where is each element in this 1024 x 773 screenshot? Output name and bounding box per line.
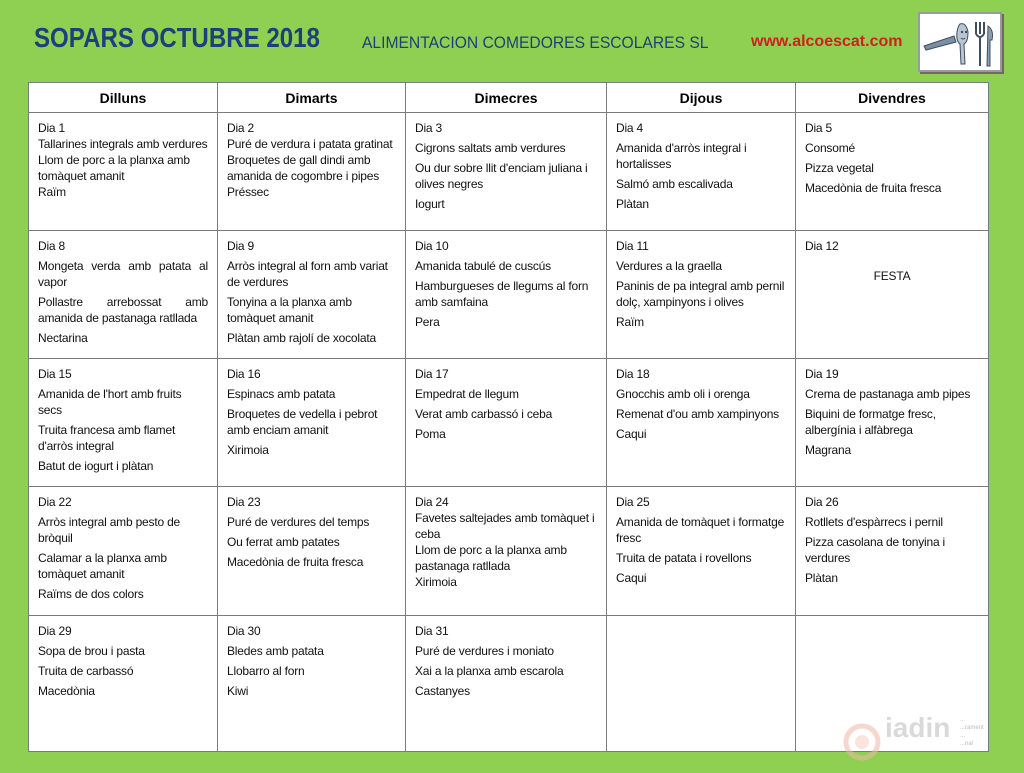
dish-item: Nectarina xyxy=(38,331,88,345)
dish-item: Consomé xyxy=(805,141,855,155)
day-menu-cell xyxy=(218,616,406,752)
dish-item: Amanida de l'hort amb fruits secs xyxy=(38,387,182,417)
day-menu-cell xyxy=(29,487,218,616)
dish-item: Raïm xyxy=(38,185,66,199)
day-label: Dia 11 xyxy=(616,239,649,253)
page-header xyxy=(0,0,1024,80)
dish-item: Llom de porc a la planxa amb pastanaga ratllada xyxy=(415,543,567,573)
dish-item: Gnocchis amb oli i orenga xyxy=(616,387,750,401)
dish-item: Bledes amb patata xyxy=(227,644,324,658)
dish-item: Plàtan xyxy=(805,571,838,585)
dish-item: Paninis de pa integral amb pernil dolç, xampinyons i olives xyxy=(616,279,785,309)
holiday-label: FESTA xyxy=(873,269,911,283)
dish-item: Calamar a la planxa amb tomàquet amanit xyxy=(38,551,167,581)
dish-item: Espinacs amb patata xyxy=(227,387,336,401)
dish-item: Pizza casolana de tonyina i verdures xyxy=(805,535,946,565)
weekday-header: Dimarts xyxy=(218,83,406,113)
dish-item: Puré de verdures i moniato xyxy=(415,644,554,658)
dish-item: Préssec xyxy=(227,185,269,199)
dish-item: Amanida d'arròs integral i hortalisses xyxy=(616,141,747,171)
watermark-brand: iadin xyxy=(885,712,951,743)
website-link[interactable]: www.alcoescat.com xyxy=(751,33,903,50)
dish-item: Xai a la planxa amb escarola xyxy=(415,664,564,678)
watermark-text-line: ...rament xyxy=(960,725,984,731)
dish-item: Truita francesa amb flamet d'arròs integral xyxy=(38,423,176,453)
dish-item: Salmó amb escalivada xyxy=(616,177,733,191)
day-menu-cell xyxy=(218,231,406,359)
day-label: Dia 9 xyxy=(227,239,255,253)
day-label: Dia 16 xyxy=(227,367,261,381)
weekday-header: Divendres xyxy=(796,83,989,113)
dish-item: Tallarines integrals amb verdures xyxy=(38,137,208,151)
dish-item: Batut de iogurt i plàtan xyxy=(38,459,154,473)
day-menu-cell xyxy=(607,487,796,616)
dish-item: Plàtan amb rajolí de xocolata xyxy=(227,331,376,345)
week-row xyxy=(29,113,989,231)
day-menu-cell xyxy=(607,231,796,359)
dish-item: Remenat d'ou amb xampinyons xyxy=(616,407,779,421)
dish-item: Macedònia de fruita fresca xyxy=(805,181,942,195)
dish-item: Puré de verdures del temps xyxy=(227,515,370,529)
dish-item: Llobarro al forn xyxy=(227,664,305,678)
dish-item: Broquetes de vedella i pebrot amb enciam amanit xyxy=(227,407,378,437)
day-label: Dia 26 xyxy=(805,495,839,509)
dish-item: Arròs integral al forn amb variat de verdures xyxy=(227,259,388,289)
day-label: Dia 2 xyxy=(227,121,255,135)
day-label: Dia 17 xyxy=(415,367,449,381)
dish-item: Raïm xyxy=(616,315,644,329)
day-menu-cell xyxy=(29,113,218,231)
day-label: Dia 30 xyxy=(227,624,261,638)
dish-item: Truita de patata i rovellons xyxy=(616,551,752,565)
dish-item: Ou dur sobre llit d'enciam juliana i olives negres xyxy=(415,161,588,191)
dish-item: Plàtan xyxy=(616,197,649,211)
dish-item: Broquetes de gall dindi amb amanida de cogombre i pipes xyxy=(227,153,380,183)
dish-item: Macedònia de fruita fresca xyxy=(227,555,364,569)
dish-item: Hamburgueses de llegums al forn amb samfaina xyxy=(415,279,589,309)
dish-item: Iogurt xyxy=(415,197,445,211)
dish-item: Tonyina a la planxa amb tomàquet amanit xyxy=(227,295,352,325)
dish-item: Caqui xyxy=(616,427,647,441)
dinner-menu-table xyxy=(28,82,989,752)
dish-item: Pollastre arrebossat amb amanida de pastanaga ratllada xyxy=(38,295,208,325)
day-menu-cell xyxy=(406,616,607,752)
day-menu-cell xyxy=(29,359,218,487)
company-name: ALIMENTACION COMEDORES ESCOLARES SL xyxy=(362,33,709,52)
day-menu-cell xyxy=(218,487,406,616)
dish-item: Raïms de dos colors xyxy=(38,587,144,601)
day-menu-cell xyxy=(796,231,989,359)
dish-item: Rotllets d'espàrrecs i pernil xyxy=(805,515,943,529)
dish-item: Castanyes xyxy=(415,684,470,698)
cutlery-logo-icon xyxy=(918,12,1002,72)
day-menu-cell xyxy=(607,616,796,752)
day-menu-cell xyxy=(29,616,218,752)
dish-item: Verat amb carbassó i ceba xyxy=(415,407,553,421)
day-menu-cell xyxy=(406,359,607,487)
dish-item: Verdures a la graella xyxy=(616,259,722,273)
dish-item: Llom de porc a la planxa amb tomàquet amanit xyxy=(38,153,190,183)
dish-item: Amanida de tomàquet i formatge fresc xyxy=(616,515,785,545)
dish-item: Pizza vegetal xyxy=(805,161,874,175)
day-label: Dia 22 xyxy=(38,495,72,509)
day-label: Dia 1 xyxy=(38,121,66,135)
day-menu-cell xyxy=(406,231,607,359)
dish-item: Favetes saltejades amb tomàquet i ceba xyxy=(415,511,595,541)
day-label: Dia 3 xyxy=(415,121,443,135)
dish-item: Cigrons saltats amb verdures xyxy=(415,141,566,155)
day-label: Dia 4 xyxy=(616,121,644,135)
week-row xyxy=(29,231,989,359)
dish-item: Macedònia xyxy=(38,684,95,698)
watermark-text-line: ... xyxy=(960,717,966,723)
dish-item: Xirimoia xyxy=(415,575,457,589)
day-label: Dia 25 xyxy=(616,495,650,509)
dish-item: Pera xyxy=(415,315,440,329)
dish-item: Amanida tabulé de cuscús xyxy=(415,259,551,273)
dish-item: Sopa de brou i pasta xyxy=(38,644,145,658)
page-title: SOPARS OCTUBRE 2018 xyxy=(34,22,320,53)
day-label: Dia 15 xyxy=(38,367,72,381)
weekday-header-row xyxy=(29,83,989,113)
day-menu-cell xyxy=(218,359,406,487)
dish-item: Biquini de formatge fresc, albergínia i alfàbrega xyxy=(805,407,936,437)
weekday-header: Dijous xyxy=(607,83,796,113)
dish-item: Ou ferrat amb patates xyxy=(227,535,340,549)
day-menu-cell xyxy=(796,487,989,616)
day-menu-cell xyxy=(29,231,218,359)
day-menu-cell xyxy=(796,359,989,487)
dish-item: Xirimoia xyxy=(227,443,269,457)
day-menu-cell xyxy=(796,113,989,231)
day-menu-cell xyxy=(406,487,607,616)
day-label: Dia 8 xyxy=(38,239,66,253)
day-label: Dia 12 xyxy=(805,239,839,253)
dish-item: Magrana xyxy=(805,443,851,457)
dish-item: Crema de pastanaga amb pipes xyxy=(805,387,971,401)
day-label: Dia 29 xyxy=(38,624,72,638)
dish-item: Poma xyxy=(415,427,446,441)
week-row xyxy=(29,487,989,616)
day-menu-cell xyxy=(607,113,796,231)
day-menu-cell xyxy=(406,113,607,231)
day-label: Dia 5 xyxy=(805,121,833,135)
dish-item: Caqui xyxy=(616,571,647,585)
day-label: Dia 10 xyxy=(415,239,449,253)
day-label: Dia 19 xyxy=(805,367,839,381)
day-label: Dia 23 xyxy=(227,495,261,509)
day-menu-cell xyxy=(607,359,796,487)
dish-item: Arròs integral amb pesto de bròquil xyxy=(38,515,181,545)
dish-item: Kiwi xyxy=(227,684,249,698)
dish-item: Puré de verdura i patata gratinat xyxy=(227,137,393,151)
dish-item: Mongeta verda amb patata al vapor xyxy=(38,259,208,289)
day-menu-cell xyxy=(218,113,406,231)
weekday-header: Dilluns xyxy=(29,83,218,113)
weekday-header: Dimecres xyxy=(406,83,607,113)
dish-item: Truita de carbassó xyxy=(38,664,134,678)
dish-item: Empedrat de llegum xyxy=(415,387,519,401)
watermark-text-line: ... xyxy=(960,733,966,739)
day-label: Dia 24 xyxy=(415,495,449,509)
day-label: Dia 31 xyxy=(415,624,449,638)
watermark-text-line: ...nal xyxy=(960,741,974,747)
week-row xyxy=(29,359,989,487)
day-label: Dia 18 xyxy=(616,367,650,381)
